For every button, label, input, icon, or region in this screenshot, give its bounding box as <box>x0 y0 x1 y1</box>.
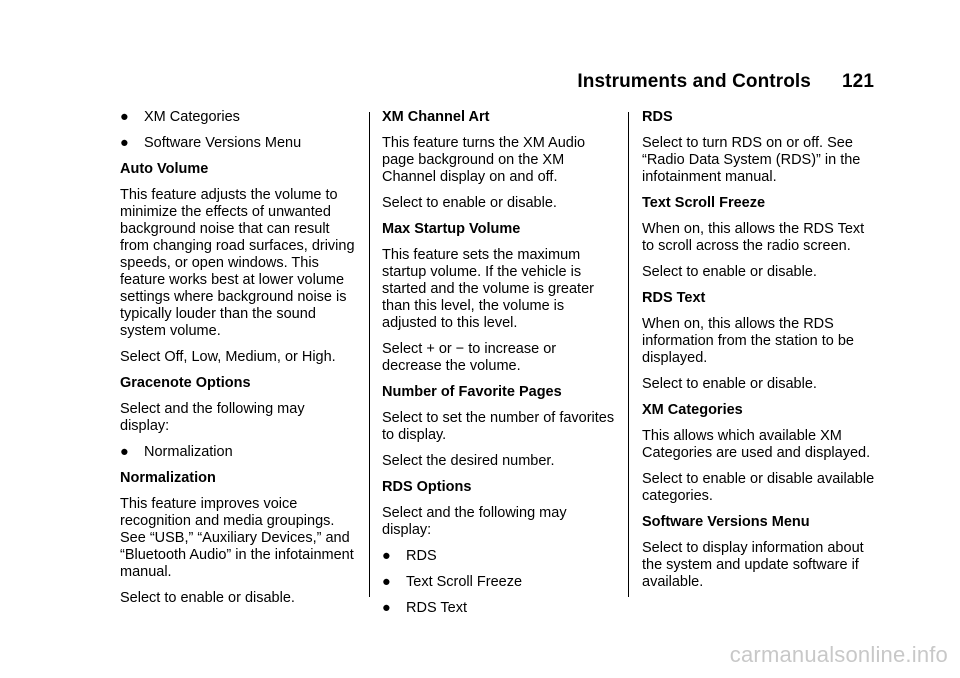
heading-rds: RDS <box>642 109 673 125</box>
paragraph: This feature adjusts the volume to minimize the effects of unwanted background noise that can result from changing road surfaces, driving speeds, or open windows. This feature works best at lower volume settings where background noise is typically louder than the sound system volume. <box>120 187 355 339</box>
paragraph: This allows which available XM Categories are used and displayed. <box>642 428 871 461</box>
paragraph: Select to turn RDS on or off. See “Radio Data System (RDS)” in the infotainment manual. <box>642 135 861 185</box>
bullet-icon: ● <box>382 548 391 564</box>
list-item-text: Normalization <box>144 444 233 460</box>
paragraph: Select to enable or disable. <box>120 590 295 606</box>
list-item <box>382 574 617 591</box>
bullet-icon: ● <box>120 444 129 460</box>
paragraph: Select the desired number. <box>382 453 555 469</box>
paragraph: Select to enable or disable. <box>382 195 557 211</box>
section-title: Instruments and Controls <box>577 71 811 92</box>
list-item <box>382 600 617 617</box>
paragraph: Select to enable or disable. <box>642 376 817 392</box>
bullet-icon: ● <box>120 135 129 151</box>
heading-gracenote-options: Gracenote Options <box>120 375 251 391</box>
paragraph: Select Off, Low, Medium, or High. <box>120 349 336 365</box>
heading-number-of-favorite-pages: Number of Favorite Pages <box>382 384 562 400</box>
list-item-text: XM Categories <box>144 109 240 125</box>
paragraph: When on, this allows the RDS information from the station to be displayed. <box>642 316 854 366</box>
watermark: carmanualsonline.info <box>729 642 948 667</box>
list-item-text: RDS <box>406 548 437 564</box>
list-item-text: Software Versions Menu <box>144 135 302 151</box>
list-item <box>382 548 617 565</box>
paragraph: Select to enable or disable. <box>642 264 817 280</box>
column-divider <box>628 112 629 597</box>
list-item <box>120 109 356 126</box>
heading-xm-categories: XM Categories <box>642 402 743 418</box>
heading-software-versions-menu: Software Versions Menu <box>642 514 810 530</box>
heading-max-startup-volume: Max Startup Volume <box>382 221 521 237</box>
bullet-icon: ● <box>120 109 129 125</box>
paragraph: Select to display information about the system and update software if available. <box>642 540 864 590</box>
paragraph: Select and the following may display: <box>120 401 305 434</box>
paragraph: Select to enable or disable available categories. <box>642 471 875 504</box>
page-header <box>577 71 874 93</box>
list-item <box>120 444 356 461</box>
page-number: 121 <box>841 71 874 92</box>
paragraph: Select + or − to increase or decrease the volume. <box>382 341 557 374</box>
list-item <box>120 135 356 152</box>
list-item-text: RDS Text <box>406 600 467 616</box>
heading-auto-volume: Auto Volume <box>120 161 209 177</box>
paragraph: This feature turns the XM Audio page background on the XM Channel display on and off. <box>382 135 586 185</box>
heading-rds-text: RDS Text <box>642 290 706 306</box>
column-2 <box>382 109 617 626</box>
paragraph: This feature sets the maximum startup volume. If the vehicle is started and the volume is greater than this level, the volume is adjusted to this level. <box>382 247 594 331</box>
paragraph: Select to set the number of favorites to display. <box>382 410 615 443</box>
bullet-icon: ● <box>382 574 391 590</box>
bullet-icon: ● <box>382 600 391 616</box>
paragraph: This feature improves voice recognition and media groupings. See “USB,” “Auxiliary Devices,” and “Bluetooth Audio” in the infotainment manual. <box>120 496 354 580</box>
heading-text-scroll-freeze: Text Scroll Freeze <box>642 195 766 211</box>
paragraph: Select and the following may display: <box>382 505 567 538</box>
paragraph: When on, this allows the RDS Text to scroll across the radio screen. <box>642 221 865 254</box>
list-item-text: Text Scroll Freeze <box>406 574 523 590</box>
column-divider <box>369 112 370 597</box>
column-1 <box>120 109 356 616</box>
column-3 <box>642 109 878 600</box>
heading-xm-channel-art: XM Channel Art <box>382 109 490 125</box>
heading-rds-options: RDS Options <box>382 479 472 495</box>
heading-normalization: Normalization <box>120 470 216 486</box>
